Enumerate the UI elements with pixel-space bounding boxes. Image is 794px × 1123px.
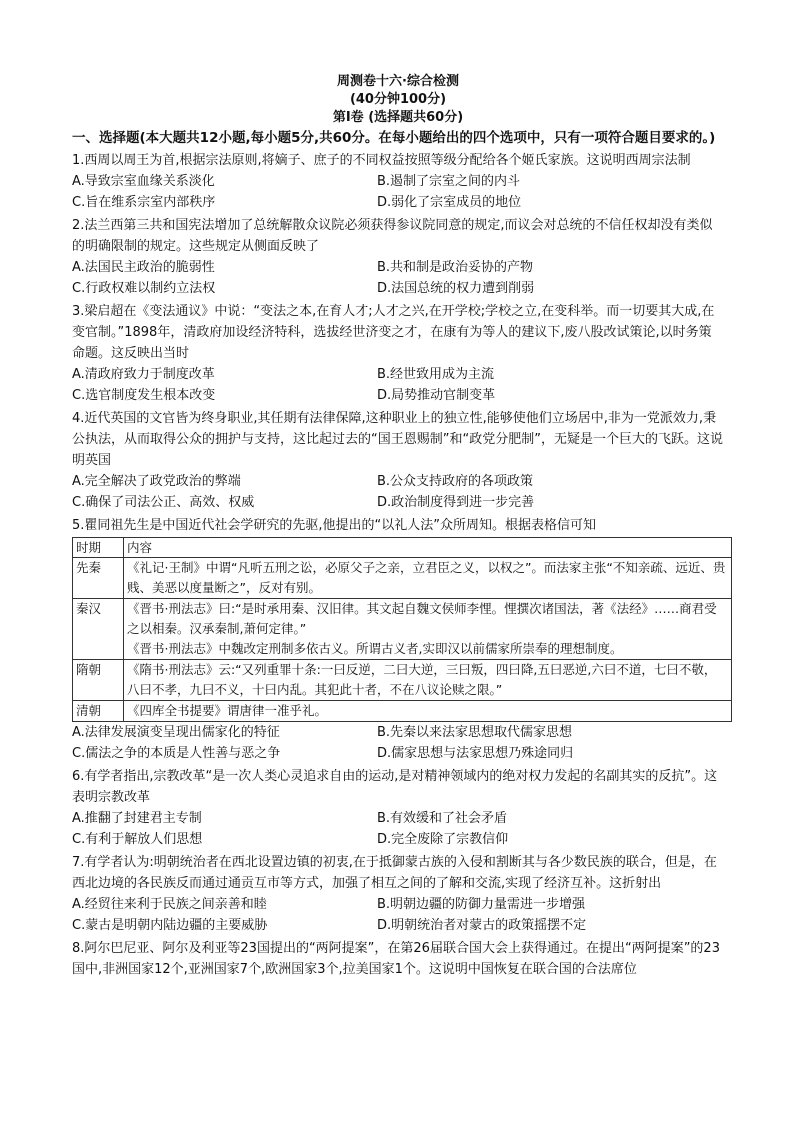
option-list — [72, 257, 724, 299]
table-cell-period: 清朝 — [73, 701, 124, 722]
question-stem: 7.有学者认为:明朝统治者在西北设置边镇的初衷,在于抵御蒙古族的入侵和割断其与各少数民族的联合，但是，在西北边境的各民族反而通过通贡互市等方式，加强了相互之间的了解和交流,实现了经济互补。这折射出 — [72, 855, 717, 891]
exam-title: 周测卷十六·综合检测 — [337, 74, 459, 89]
option-list — [72, 171, 724, 213]
option-d: D.明朝统治者对蒙古的政策摇摆不定 — [377, 918, 587, 933]
table-cell-line: 《晋书·刑法志》曰:“是时承用秦、汉旧律。其文起自魏文侯师李悝。悝撰次诸国法，著《法经》……商君受之以相秦。汉承秦制,萧何定律。” — [127, 601, 717, 636]
option-d: D.法国总统的权力遭到削弱 — [377, 281, 535, 296]
question-stem: 5.瞿同祖先生是中国近代社会学研究的先驱,他提出的“以礼人法”众所周知。根据表格信可知 — [72, 518, 597, 533]
exam-page — [72, 0, 724, 980]
table-cell-period: 秦汉 — [73, 599, 124, 660]
option-d: D.弱化了宗室成员的地位 — [377, 195, 522, 210]
option-b: B.经世致用成为主流 — [377, 367, 495, 382]
table-cell-line: 《隋书·刑法志》云:“又列重罪十条:一曰反逆，二曰大逆，三曰叛，四曰降,五曰恶逆,六曰不道，七曰不敬，八曰不孝，九曰不义，十曰内乱。其犯此十者，不在八议论赎之限。” — [127, 662, 717, 697]
table-row — [73, 701, 732, 722]
option-b: B.遏制了宗室之间的内斗 — [377, 174, 521, 189]
option-b: B.公众支持政府的各项政策 — [377, 474, 534, 489]
history-table — [72, 537, 732, 722]
option-list — [72, 364, 724, 406]
option-c: C.蒙古是明朝内陆边疆的主要威胁 — [72, 918, 268, 933]
question-stem: 6.有学者指出,宗教改革“是一次人类心灵追求自由的运动,是对精神领域内的绝对权力发起的名副其实的反抗”。这表明宗教改革 — [72, 769, 718, 805]
section-heading: 一、选择题(本大题共12小题,每小题5分,共60分。在每小题给出的四个选项中，只有一项符合题目要求的。) — [72, 130, 716, 146]
option-c: C.选官制度发生根本改变 — [72, 388, 216, 403]
option-d: D.儒家思想与法家思想乃殊途同归 — [377, 746, 574, 761]
table-cell-line: 《礼记·王制》中谓“凡听五刑之讼，必原父子之亲，立君臣之义，以权之”。而法家主张“不知亲疏、远近、贵贱、美恶以度量断之”，反对有别。 — [127, 560, 726, 595]
table-header-period: 时期 — [73, 538, 124, 558]
option-a: A.经贸往来利于民族之间亲善和睦 — [72, 897, 267, 912]
option-list — [72, 808, 724, 850]
option-a: A.法律发展演变呈现出儒家化的特征 — [72, 725, 280, 740]
option-list — [72, 471, 724, 513]
table-cell-line: 《晋书·刑法志》中魏改定刑制多依古义。所谓古义者,实即汉以前儒家所崇奉的理想制度。 — [127, 641, 623, 656]
table-header-content: 内容 — [124, 538, 732, 558]
table-cell-content — [124, 701, 732, 722]
option-d: D.政治制度得到进一步完善 — [377, 495, 535, 510]
exam-time-score: (40分钟100分) — [349, 92, 447, 107]
question-stem: 4.近代英国的文官皆为终身职业,其任期有法律保障,这种职业上的独立性,能够使他们立场居中,非为一党派效力,秉公执法，从而取得公众的拥护与支持，这比起过去的“国王恩赐制”和“政党分肥制”，无疑是一个巨大的飞跃。这说明英国 — [72, 411, 723, 468]
table-row — [73, 599, 732, 660]
option-b: B.有效缓和了社会矛盾 — [377, 811, 508, 826]
table-row — [73, 660, 732, 701]
option-d: D.局势推动官制变革 — [377, 388, 496, 403]
option-d: D.完全废除了宗教信仰 — [377, 832, 509, 847]
option-c: C.儒法之争的本质是人性善与恶之争 — [72, 746, 281, 761]
question-stem: 3.梁启超在《变法通议》中说：“变法之本,在育人才;人才之兴,在开学校;学校之立,在变科举。而一切要其大成,在变官制。”1898年，清政府加设经济特科，选拔经世济变之才，在康有为等人的建议下,废八股改试策论,以时务策命题。这反映出当时 — [72, 304, 715, 361]
table-cell-period: 先秦 — [73, 558, 124, 599]
table-cell-content — [124, 558, 732, 599]
table-cell-content — [124, 660, 732, 701]
option-a: A.推翻了封建君主专制 — [72, 811, 202, 826]
table-cell-content — [124, 599, 732, 660]
option-c: C.旨在维系宗室内部秩序 — [72, 195, 216, 210]
option-b: B.先秦以来法家思想取代儒家思想 — [377, 725, 573, 740]
option-a: A.清政府致力于制度改革 — [72, 367, 215, 382]
table-header-row — [73, 538, 732, 558]
option-list — [72, 722, 724, 764]
table-cell-line: 《四库全书提要》谓唐律一准乎礼。 — [127, 703, 328, 718]
exam-part-heading: 第Ⅰ卷 (选择题共60分) — [332, 110, 464, 125]
option-a: A.法国民主政治的脆弱性 — [72, 260, 215, 275]
option-c: C.有利于解放人们思想 — [72, 832, 203, 847]
option-c: C.行政权难以制约立法权 — [72, 281, 216, 296]
option-c: C.确保了司法公正、高效、权威 — [72, 495, 255, 510]
question-stem: 1.西周以周王为首,根据宗法原则,将嫡子、庶子的不同权益按照等级分配给各个姬氏家族。这说明西周宗法制 — [72, 153, 691, 168]
option-b: B.共和制是政治妥协的产物 — [377, 260, 534, 275]
option-list — [72, 894, 724, 936]
option-a: A.导致宗室血缘关系淡化 — [72, 174, 215, 189]
table-cell-period: 隋朝 — [73, 660, 124, 701]
question-stem: 2.法兰西第三共和国宪法增加了总统解散众议院必须获得参议院同意的规定,而议会对总统的不信任权却没有类似的明确限制的规定。这些规定从侧面反映了 — [72, 218, 713, 254]
table-row — [73, 558, 732, 599]
option-a: A.完全解决了政党政治的弊端 — [72, 474, 241, 489]
option-b: B.明朝边疆的防御力量需进一步增强 — [377, 897, 586, 912]
question-stem: 8.阿尔巴尼亚、阿尔及利亚等23国提出的“两阿提案”，在第26届联合国大会上获得通过。在提出“两阿提案”的23国中,非洲国家12个,亚洲国家7个,欧洲国家3个,拉美国家1个。这说明中国恢复在联合国的合法席位 — [72, 941, 720, 977]
